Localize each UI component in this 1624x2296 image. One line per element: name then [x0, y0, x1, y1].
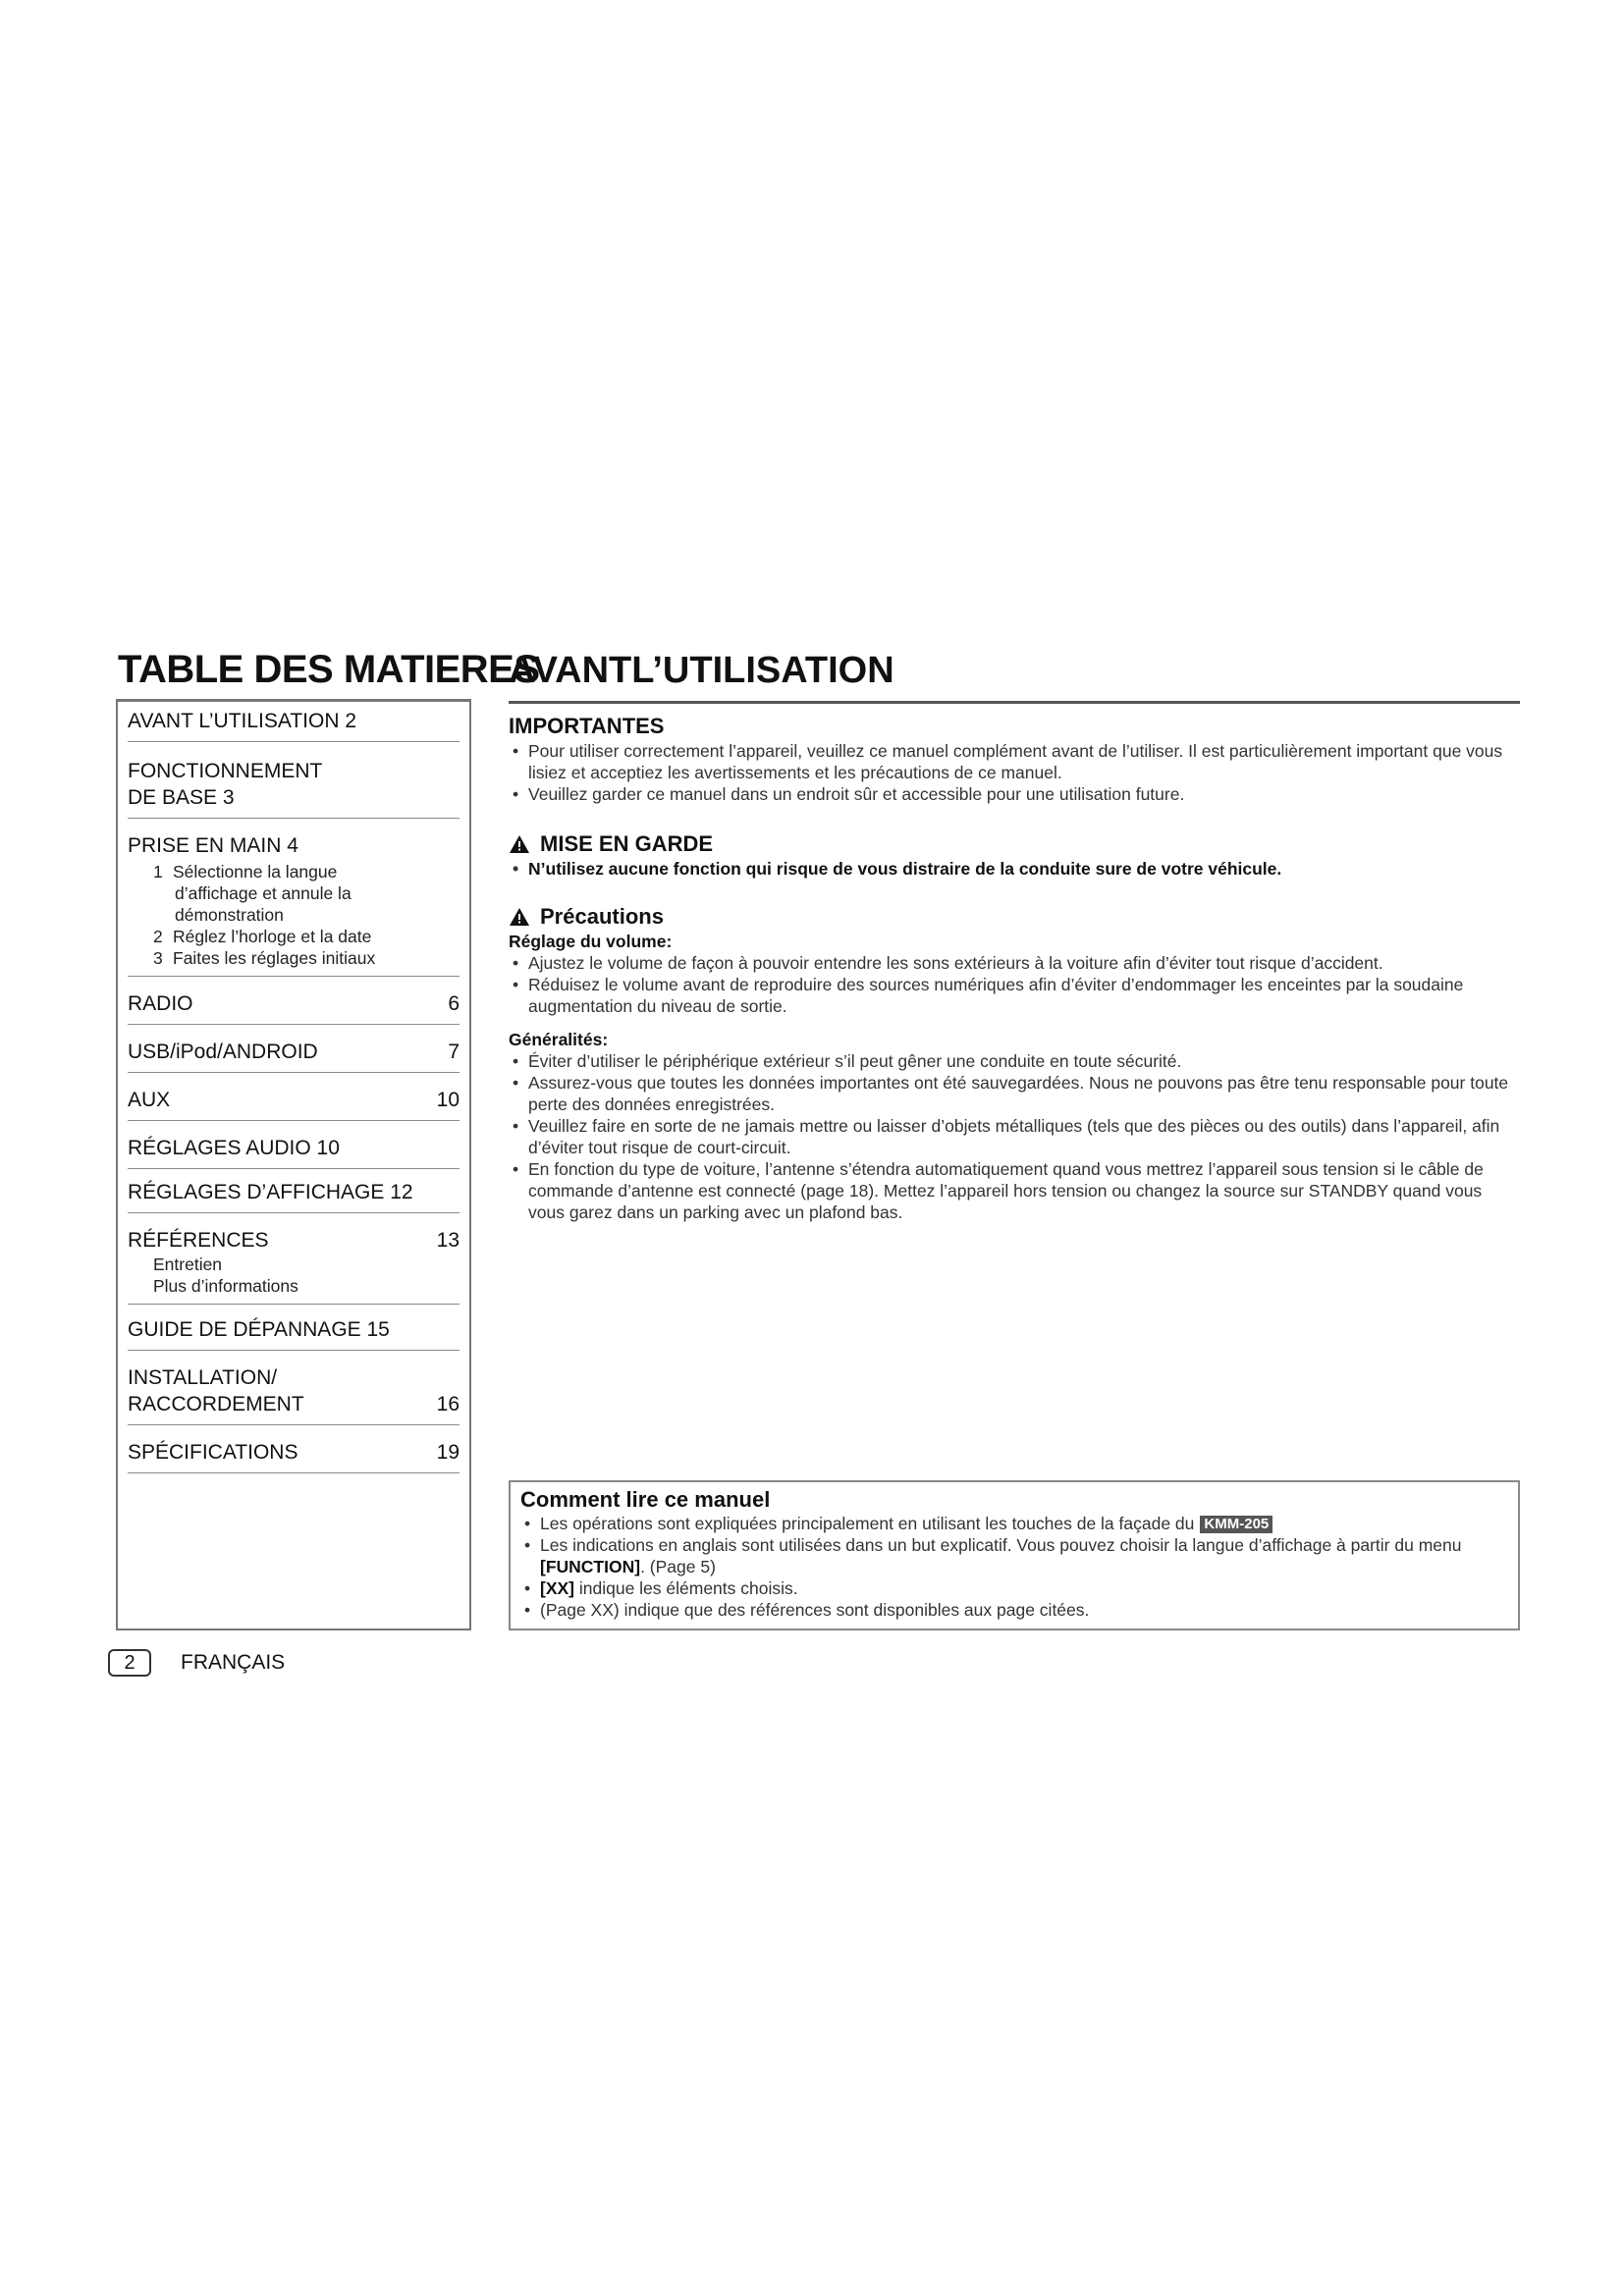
- toc-entry-reglages-affichage[interactable]: [128, 1169, 460, 1213]
- toc-entry-title: [128, 758, 322, 811]
- page-footer: [108, 1649, 285, 1677]
- general-list: [509, 1050, 1520, 1223]
- toc-entry-page: 10: [436, 1089, 460, 1111]
- toc-subentry-text: démonstration: [175, 905, 284, 925]
- toc-entry-aux[interactable]: [128, 1073, 460, 1121]
- toc-entry-references[interactable]: [128, 1213, 460, 1305]
- main-content: [509, 713, 1520, 1223]
- list-item: [520, 1534, 1508, 1577]
- toc-sublist: [128, 1254, 460, 1297]
- heading-rule: [509, 701, 1520, 704]
- toc-entry-title: RÉFÉRENCES: [128, 1229, 269, 1252]
- importantes-list: [509, 740, 1520, 805]
- mise-en-garde-title: MISE EN GARDE: [540, 831, 714, 856]
- volume-list: [509, 952, 1520, 1017]
- toc-list: [128, 702, 460, 1473]
- toc-subentry-text: Réglez l’horloge et la date: [173, 927, 372, 946]
- list-item: • N’utilisez aucune fonction qui risque de vous distraire de la conduite sure de votre véhicule.: [509, 858, 1520, 880]
- list-item: [520, 1599, 1508, 1621]
- toc-subentry[interactable]: Entretien: [153, 1255, 223, 1274]
- toc-entry-title: USB/iPod/ANDROID: [128, 1041, 318, 1063]
- precautions-section: [509, 903, 1520, 1223]
- howto-item-text: Les indications en anglais sont utilisées dans un but explicatif. Vous pouvez choisir la langue d’affichage à partir du menu: [540, 1535, 1462, 1555]
- precautions-title: Précautions: [540, 904, 664, 929]
- toc-entry-title: [128, 1364, 304, 1417]
- toc-entry-title: AVANT L’UTILISATION 2: [128, 710, 357, 732]
- toc-entry-installation[interactable]: [128, 1351, 460, 1425]
- toc-entry-avant[interactable]: [128, 702, 460, 742]
- mise-en-garde-header: [509, 830, 1520, 858]
- toc-subentry-text: Faites les réglages initiaux: [173, 948, 376, 968]
- toc-heading: TABLE DES MATIERES: [118, 648, 540, 691]
- toc-sublist: [128, 861, 460, 969]
- list-item: • Veuillez faire en sorte de ne jamais mettre ou laisser d’objets métalliques (tels que des pièces ou des outils) dans l’appareil, afin d’éviter tout risque de court-circuit.: [509, 1115, 1520, 1158]
- toc-subentry[interactable]: Plus d’informations: [153, 1276, 298, 1296]
- list-item: [520, 1513, 1508, 1534]
- volume-title: Réglage du volume:: [509, 932, 673, 951]
- importantes-section: [509, 713, 1520, 805]
- toc-entry-title: RADIO: [128, 992, 193, 1015]
- model-badge: KMM-205: [1200, 1516, 1272, 1533]
- toc-subentry-num: 1: [153, 862, 163, 881]
- toc-entry-page: 7: [448, 1041, 460, 1063]
- list-item: [520, 1577, 1508, 1599]
- list-item: • Éviter d’utiliser le périphérique extérieur s’il peut gêner une conduite en toute sécurité.: [509, 1050, 1520, 1072]
- list-item: • Ajustez le volume de façon à pouvoir entendre les sons extérieurs à la voiture afin d’éviter tout risque d’accident.: [509, 952, 1520, 974]
- language-label: FRANÇAIS: [181, 1651, 286, 1674]
- function-key-label: [FUNCTION]: [540, 1557, 641, 1576]
- warning-icon: [509, 907, 530, 927]
- list-item: • En fonction du type de voiture, l’antenne s’étendra automatiquement quand vous mettrez l’appareil sous tension si le câble de commande d’antenne est connecté (page 18). Mettez l’appareil hors tension ou changez la source sur STANDBY quand vous vous garez dans un parking avec un plafond bas.: [509, 1158, 1520, 1223]
- mise-en-garde-list: [509, 858, 1520, 880]
- toc-entry-title: AUX: [128, 1089, 171, 1111]
- how-to-read-box: [509, 1480, 1520, 1630]
- mise-en-garde-section: [509, 830, 1520, 880]
- toc-entry-page: 19: [436, 1441, 460, 1464]
- list-item: • Réduisez le volume avant de reproduire des sources numériques afin d’éviter d’endommager les enceintes par la soudaine augmentation du niveau de sortie.: [509, 974, 1520, 1017]
- toc-entry-radio[interactable]: [128, 977, 460, 1025]
- how-to-read-title: Comment lire ce manuel: [520, 1487, 771, 1512]
- toc-entry-title-line2: RACCORDEMENT: [128, 1393, 304, 1415]
- general-title: Généralités:: [509, 1030, 609, 1049]
- howto-item-text: indique les éléments choisis.: [574, 1578, 798, 1598]
- xx-key-label: [XX]: [540, 1578, 574, 1598]
- toc-entry-page: 16: [436, 1393, 460, 1415]
- page-number: 2: [108, 1649, 151, 1677]
- toc-entry-specifications[interactable]: [128, 1425, 460, 1473]
- table-of-contents: [116, 699, 471, 1630]
- toc-entry-title: GUIDE DE DÉPANNAGE 15: [128, 1318, 390, 1341]
- section-heading: AVANTL’UTILISATION: [509, 650, 894, 691]
- toc-entry-page: 13: [436, 1229, 460, 1252]
- toc-entry-title-line2: DE BASE 3: [128, 786, 235, 809]
- howto-item-text: . (Page 5): [640, 1557, 716, 1576]
- toc-entry-title: PRISE EN MAIN 4: [128, 834, 298, 857]
- warning-icon: [509, 834, 530, 854]
- importantes-title: IMPORTANTES: [509, 714, 665, 738]
- howto-item-text: Les opérations sont expliquées principalement en utilisant les touches de la façade du: [540, 1514, 1195, 1533]
- toc-entry-title-line1: FONCTIONNEMENT: [128, 760, 323, 782]
- precautions-header: [509, 903, 1520, 931]
- toc-entry-prise-en-main[interactable]: [128, 819, 460, 977]
- toc-entry-title: RÉGLAGES D’AFFICHAGE 12: [128, 1181, 413, 1203]
- toc-entry-page: 6: [448, 992, 460, 1015]
- list-item: • Assurez-vous que toutes les données importantes ont été sauvegardées. Nous ne pouvons pas être tenu responsable pour toute perte des données enregistrées.: [509, 1072, 1520, 1115]
- toc-subentry-num: 3: [153, 948, 163, 968]
- howto-item-text: (Page XX) indique que des références sont disponibles aux page citées.: [540, 1600, 1090, 1620]
- toc-subentry-text: Sélectionne la langue: [173, 862, 338, 881]
- toc-subentry[interactable]: [153, 926, 460, 947]
- toc-subentry[interactable]: [153, 947, 460, 969]
- toc-subentry-text: d’affichage et annule la: [175, 883, 352, 903]
- toc-entry-guide-depannage[interactable]: [128, 1305, 460, 1351]
- toc-entry-usb[interactable]: [128, 1025, 460, 1073]
- list-item: • Veuillez garder ce manuel dans un endroit sûr et accessible pour une utilisation future.: [509, 783, 1520, 805]
- toc-entry-title: RÉGLAGES AUDIO 10: [128, 1137, 340, 1159]
- toc-entry-reglages-audio[interactable]: [128, 1121, 460, 1169]
- how-to-read-list: [520, 1513, 1508, 1621]
- toc-subentry[interactable]: [153, 861, 460, 926]
- toc-entry-title: SPÉCIFICATIONS: [128, 1441, 298, 1464]
- toc-entry-fonctionnement[interactable]: [128, 742, 460, 819]
- list-item: • Pour utiliser correctement l’appareil, veuillez ce manuel complément avant de l’utiliser. Il est particulièrement important que vous lisiez et acceptiez les avertissements et les précautions de ce manuel.: [509, 740, 1520, 783]
- toc-subentry-num: 2: [153, 927, 163, 946]
- toc-entry-title-line1: INSTALLATION/: [128, 1366, 278, 1389]
